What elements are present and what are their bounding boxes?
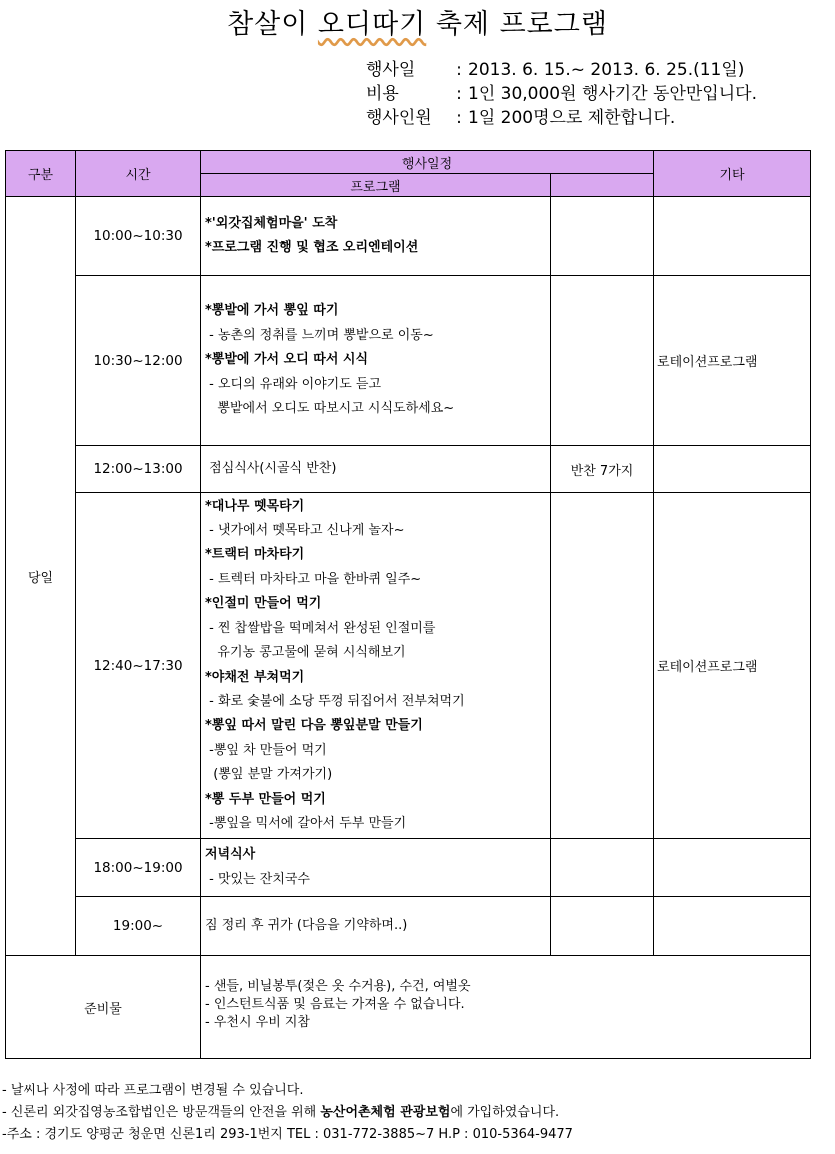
row-time: 12:00~13:00 xyxy=(76,446,201,493)
row-time: 10:30~12:00 xyxy=(76,276,201,446)
header-gubun: 구분 xyxy=(6,151,76,197)
program-line: - 화로 숯불에 소당 뚜껑 뒤집어서 전부쳐먹기 xyxy=(205,693,465,709)
row-etc xyxy=(654,897,811,956)
program-line: - 오디의 유래와 이야기도 듣고 xyxy=(205,376,382,392)
row-etc xyxy=(654,446,811,493)
table-row xyxy=(6,839,811,897)
row-note xyxy=(551,493,654,839)
row-etc xyxy=(654,839,811,897)
header-note xyxy=(551,174,654,197)
program-line: *뽕잎 따서 말린 다음 뽕잎분말 만들기 xyxy=(205,718,423,734)
table-row xyxy=(6,276,811,446)
footer-line: - 날씨나 사정에 따라 프로그램이 변경될 수 있습니다. xyxy=(2,1083,304,1098)
info-value: 2013. 6. 15.~ 2013. 6. 25.(11일) xyxy=(468,60,745,80)
row-note xyxy=(551,197,654,276)
program-line: *뽕밭에 가서 오디 따서 시식 xyxy=(205,352,369,368)
row-time: 19:00~ xyxy=(76,897,201,956)
row-program xyxy=(201,897,551,956)
row-note xyxy=(551,276,654,446)
prep-label: 준비물 xyxy=(6,956,201,1059)
page-title xyxy=(0,2,835,41)
info-colon: : xyxy=(456,84,462,104)
info-colon: : xyxy=(456,60,462,80)
footer-line xyxy=(2,1102,573,1124)
program-line: -뽕잎 차 만들어 먹기 xyxy=(205,742,327,758)
info-label: 행사일 xyxy=(366,60,416,80)
program-line: 짐 정리 후 귀가 (다음을 기약하며..) xyxy=(205,917,408,933)
header-program: 프로그램 xyxy=(201,174,551,197)
row-program xyxy=(201,493,551,839)
table-row xyxy=(6,446,811,493)
program-line: *'외갓집체험마을' 도착 xyxy=(205,215,338,231)
header-etc: 기타 xyxy=(654,151,811,197)
program-line: 점심식사(시골식 반찬) xyxy=(205,460,337,476)
row-time: 10:00~10:30 xyxy=(76,197,201,276)
program-line: (뽕잎 분말 가져가기) xyxy=(205,767,333,783)
title-part2: 오디따기 xyxy=(317,9,427,40)
program-line: *트랙터 마차타기 xyxy=(205,547,305,563)
prep-line: - 샌들, 비닐봉투(젖은 옷 수거용), 수건, 여벌옷 xyxy=(205,979,471,994)
info-colon: : xyxy=(456,108,462,128)
info-value: 1인 30,000원 행사기간 동안만입니다. xyxy=(468,84,757,104)
row-etc xyxy=(654,197,811,276)
schedule-table xyxy=(5,150,811,1059)
info-value: 1일 200명으로 제한합니다. xyxy=(468,108,676,128)
program-line: *프로그램 진행 및 협조 오리엔테이션 xyxy=(205,240,419,255)
row-etc: 로테이션프로그램 xyxy=(654,493,811,839)
day-label: 당일 xyxy=(6,197,76,956)
row-program xyxy=(201,197,551,276)
program-line: *뽕 두부 만들어 먹기 xyxy=(205,791,326,807)
row-time: 12:40~17:30 xyxy=(76,493,201,839)
row-note xyxy=(551,897,654,956)
program-line: *뽕밭에 가서 뽕잎 따기 xyxy=(205,303,339,319)
program-line: - 농촌의 정취를 느끼며 뽕밭으로 이동~ xyxy=(205,327,434,343)
table-row xyxy=(6,897,811,956)
footer-text: - 신론리 외갓집영농조합법인은 방문객들의 안전을 위해 xyxy=(2,1105,321,1120)
program-line: 저녁식사 xyxy=(205,847,256,863)
footer-notes xyxy=(2,1080,573,1146)
program-line: - 냇가에서 뗏목타고 신나게 놀자~ xyxy=(205,523,405,539)
footer-insurance: 농산어촌체험 관광보험 xyxy=(320,1105,451,1120)
footer-address: -주소 : 경기도 양평군 청운면 신론1리 293-1번지 TEL : 031-772-3885~7 H.P : 010-5364-9477 xyxy=(2,1127,573,1142)
row-program xyxy=(201,839,551,897)
prep-line: - 인스턴트식품 및 음료는 가져올 수 없습니다. xyxy=(205,997,465,1012)
info-row-cost xyxy=(366,82,757,106)
title-part3: 축제 프로그램 xyxy=(435,9,608,40)
prep-line: - 우천시 우비 지참 xyxy=(205,1015,310,1030)
info-label: 행사인원 xyxy=(366,108,432,128)
title-part1: 참살이 xyxy=(227,9,309,40)
info-row-date xyxy=(366,58,757,82)
program-line: - 찐 찹쌀밥을 떡메쳐서 완성된 인절미를 xyxy=(205,620,436,636)
row-time: 18:00~19:00 xyxy=(76,839,201,897)
table-row xyxy=(6,493,811,839)
row-note: 반찬 7가지 xyxy=(551,446,654,493)
program-line: - 트렉터 마차타고 마을 한바퀴 일주~ xyxy=(205,571,422,587)
program-line: *대나무 뗏목타기 xyxy=(205,498,305,514)
header-time: 시간 xyxy=(76,151,201,197)
event-info xyxy=(366,58,757,130)
program-line: *인절미 만들어 먹기 xyxy=(205,596,322,612)
footer-text: 에 가입하였습니다. xyxy=(450,1105,560,1120)
info-row-people xyxy=(366,106,757,130)
header-schedule: 행사일정 xyxy=(201,151,654,174)
program-line: -뽕잎을 믹서에 갈아서 두부 만들기 xyxy=(205,815,407,831)
prep-content xyxy=(201,956,811,1059)
program-line: 유기농 콩고물에 묻혀 시식해보기 xyxy=(205,645,406,661)
row-note xyxy=(551,839,654,897)
row-etc: 로테이션프로그램 xyxy=(654,276,811,446)
program-line: *야채전 부쳐먹기 xyxy=(205,669,305,685)
table-row xyxy=(6,197,811,276)
row-program xyxy=(201,276,551,446)
program-line: - 맛있는 잔치국수 xyxy=(205,871,310,887)
info-label: 비용 xyxy=(366,84,399,104)
program-line: 뽕밭에서 오디도 따보시고 시식도하세요~ xyxy=(205,401,455,417)
prep-row xyxy=(6,956,811,1059)
row-program xyxy=(201,446,551,493)
